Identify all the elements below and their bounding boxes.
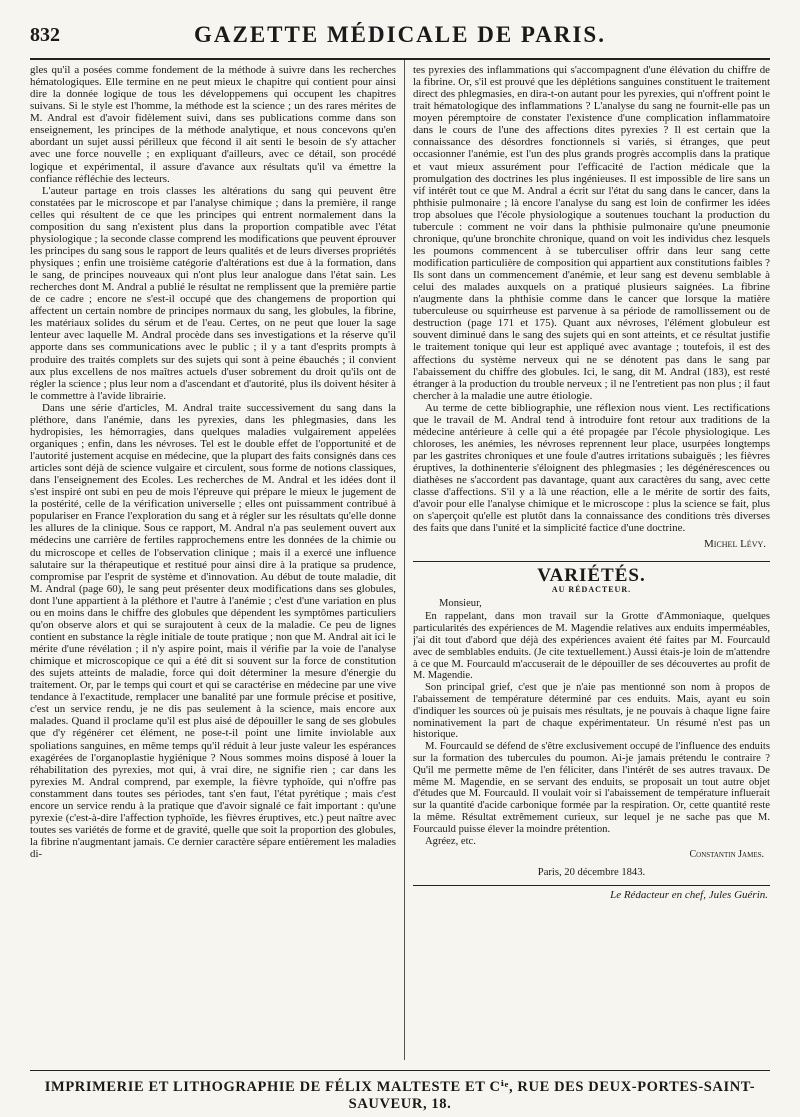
letter-paragraph-3: M. Fourcauld se défend de s'être exclusivement occupé de l'influence des enduits sur la formation des tubercules du poumon. Ai-je jamais prétendu le contraire ? Qu'il me permette même de l'en féliciter, dans l'intérêt de ses autres travaux. De même M. Magendie, en se servant des enduits, se proposait un tout autre objet d'études que M. Fourcauld. Il voulait voir si l'abaissement de température influerait sur la quantité d'acide carbonique formée par la respiration. Or, cette quantité reste la même. Résultat extrêmement curieux, sur lequel je ne sache pas que M. Fourcauld puisse élever la moindre prétention. xyxy=(413,741,770,835)
header-rule xyxy=(30,58,770,60)
author-signature: Michel Lévy. xyxy=(704,538,766,551)
printer-imprint: IMPRIMERIE ET LITHOGRAPHIE DE FÉLIX MALTESTE ET Cⁱᵉ, RUE DES DEUX-PORTES-SAINT-SAUVEUR, 18. xyxy=(44,1079,756,1112)
page-header xyxy=(30,16,770,52)
varietes-title: VARIÉTÉS. xyxy=(537,564,646,586)
salutation: Monsieur, xyxy=(439,597,482,609)
letter-signature: Constantin James. xyxy=(689,849,764,861)
varietes-body xyxy=(413,598,770,902)
right-paragraph-2: Au terme de cette bibliographie, une réflexion nous vient. Les rectifications que le travail de M. Andral tend à introduire font retour aux traditions de la médecine antérieure à celle qui a été propagée par l'école physiologique. Les chloroses, les anémies, les névroses reprennent leur place, usurpées longtemps par les gastrites chroniques et une foule d'autres irritations subaiguës ; les fièvres éruptives, la dothinenterie s'éloignent des phlegmasies ; les dégénérescences ou diathèses ne s'accordent pas davantage, quant aux caractères du sang, avec cette classe d'affections. S'il y a là une réaction, elle a le mérite de sortir des faits, d'avoir pour elle l'analyse chimique et le microscope : plus la science se fait, plus on s'aperçoit qu'elle est plutôt dans la connaissance des conditions très diverses des faits que dans l'unité et la simplicité factice d'une doctrine. xyxy=(413,401,770,535)
page-number: 832 xyxy=(30,24,60,46)
footer-rule xyxy=(30,1070,770,1071)
letter-paragraph-1: En rappelant, dans mon travail sur la Grotte d'Ammoniaque, quelques particularités des expériences de M. Magendie relatives aux enduits imperméables, j'ai dit tout d'abord que déjà des expériences avaient été faites par M. Fourcauld avec de semblables enduits. (Je cite textuellement.) Aussi étais-je loin de m'attendre à ce que M. Fourcauld m'accuserait de le dépouiller de ses découvertes au profit de M. Magendie. xyxy=(413,611,770,682)
editor-line: Le Rédacteur en chef, Jules Guérin. xyxy=(610,888,768,901)
varietes-subtitle: AU RÉDACTEUR. xyxy=(551,584,632,594)
letter-paragraph-2: Son principal grief, c'est que je n'aie pas mentionné son nom à propos de l'abaissement de température déterminé par ces enduits. Mais, ayant eu soin d'indiquer les sources où je puisais mes résultats, je ne pouvais à chaque ligne faire nominativement la part de chaque expérimentateur. Un résumé n'est pas un historique. xyxy=(413,682,770,741)
left-paragraph-1: gles qu'il a posées comme fondement de la méthode à suivre dans les recherches hématologiques. Elle termine en ne peut mieux le chapitre qui contient pour ainsi dire la donnée logique de tous les développemens qui occupent les chapitres suivans. Si le style est l'homme, la méthode est la science ; un des rares mérites de M. Andral est d'avoir fidèlement suivi, dans ses publications comme dans son enseignement, les principes de la méthode analytique, et nous concevons qu'en abordant un sujet aussi périlleux que fécond il ait senti le besoin de s'y attacher avec une force nouvelle ; en expliquant d'ailleurs, avec ce détail, son procédé logique et expérimental, il assure d'avance aux résultats qu'il va émettre la confiance réfléchie des lecteurs. xyxy=(30,64,396,185)
letter-closing: Agréez, etc. xyxy=(425,835,476,847)
left-paragraph-2: L'auteur partage en trois classes les altérations du sang qui peuvent être constatées par le microscope et par l'analyse chimique ; dans la première, il range celles qui résultent de ce que les principes qui entrent normalement dans la composition du sang n'existent plus dans la proportion compatible avec l'état physiologique ; la seconde classe comprend les modifications que peuvent éprouver les principes du sang sous le rapport de leurs qualités et de leurs diverses propriétés physiques ; enfin une troisième catégorie d'altérations est due à la formation, dans le sang, de principes nouveaux qui n'ont plus leur analogue dans l'état sain. Les recherches dont M. Andral a publié le résultat ne remplissent que la première partie de ce cadre ; encore ne s'est-il occupé que des changemens de proportion qui affectent un certain nombre de principes normaux du sang, les globules, la fibrine, les matériaux solides du sérum et de l'eau. Certes, on ne peut que louer la sage lenteur avec laquelle M. Andral procède dans ses investigations et la réserve qu'il apporte dans ses communications avec le public ; il y a tant d'esprits prompts à produire des traités complets sur des sujets qui sont à peine ébauchés ; il convient aux plus excellens de nos maîtres actuels d'user sobrement du droit qu'ils ont de régler la science ; plus leur nom a d'ascendant et d'autorité, plus ils doivent hésiter à le commettre à l'avide librairie. xyxy=(30,184,396,402)
column-divider xyxy=(404,60,405,1060)
letter-dateline: Paris, 20 décembre 1843. xyxy=(537,867,646,879)
right-paragraph-1: tes pyrexies des inflammations qui s'accompagnent d'une élévation du chiffre de la fibrine. Or, s'il est prouvé que les déplétions sanguines constituent le traitement direct des phlegmasies, en dira-t-on autant pour les pyrexies, qui n'offrent point le trait hématologique des inflammations ? L'analyse du sang ne fournit-elle pas un moyen péremptoire de constater l'existence d'une complication inflammatoire dans le cours de l'une des affections dites pyrexies ? Il est certain que la connaissance des désordres fonctionnels si variés, si étranges, que peut occasionner l'anémie, est l'un des plus grands progrès accomplis dans la pratique et vaut mieux assurément pour l'efficacité de l'action médicale que la promulgation des doctrines les plus ingénieuses. Il est impossible de lire sans un vif intérêt tout ce que M. Andral a écrit sur l'état du sang dans le cancer, dans la phthisie pulmonaire ; là encore l'analyse du sang est loin de confirmer les idées trop absolues que l'école physiologique a soutenues touchant la production du tubercule : comment ne voir dans la phthisie pulmonaire qu'une pneumonie chronique, qu'une bronchite chronique, quand on voit les individus chez lesquels les poumons commencent à se tuberculiser offrir dans leur sang cette modification particulière de composition qui appartient aux constitutions faibles ? Ils sont dans un commencement d'anémie, et leur sang est devenu semblable à celui des malades auxquels on a pratiqué plusieurs saignées. La fibrine n'augmente dans la phthisie comme dans le cancer que lorsque la matière tuberculeuse ou squirrheuse est parvenue à sa période de ramollissement ou de destruction (page 171 et 175). Quant aux névroses, l'élément globuleur est souvent diminué dans le sang des sujets qui en sont atteints, et ce résultat justifie le traitement tonique qui leur est appliqué avec avantage ; toutefois, il est des affections du système nerveux qui ne se dénotent pas dans le sang par l'abaissement du chiffre des globules. Ici, le sang, dit M. Andral (183), est resté étranger à la production du trouble nerveux ; il ne l'entretient pas non plus ; il faut chercher à la maladie une autre étiologie. xyxy=(413,64,770,402)
right-column xyxy=(413,64,770,1064)
journal-title: GAZETTE MÉDICALE DE PARIS. xyxy=(194,22,606,47)
left-column xyxy=(30,64,396,1057)
section-rule xyxy=(413,561,770,562)
left-paragraph-3: Dans une série d'articles, M. Andral traite successivement du sang dans la pléthore, dans l'anémie, dans les pyrexies, dans les phlegmasies, dans les hydropisies, les hémorragies, dans quelques maladies vulgairement appelées organiques ; enfin, dans les névroses. Tel est le double effet de l'opportunité et de l'autorité justement acquise en médecine, que la plupart des faits consignés dans ces articles sont déjà de science vulgaire et circulent, sous forme de notions classiques, dans l'enseignement des Ecoles. Les recherches de M. Andral et les idées dont il s'est inspiré ont subi en peu de mois l'épreuve qui prépare le mieux le jugement de la postérité, celle de la vérification universelle ; elles ont puissamment contribué à populariser en France l'exploration du sang et à régler sur les résultats qu'elle donne les allures de la clinique. Sous ce rapport, M. Andral n'a pas seulement ouvert aux médecins une carrière de fertiles rapprochemens entre les données de la chimie ou du microscope et celles de l'observation clinique ; mais il a exercé une influence salutaire sur la thérapeutique et restitué pour ainsi dire à la pratique sa prudence, compromise par l'esprit de système et d'innovation. Au début de toute maladie, dit M. Andral (page 60), le sang peut présenter deux modifications dans ses globules, dont l'une appartient à la pléthore et l'autre à l'anémie ; c'est d'une variation en plus ou en moins dans le chiffre des globules que dépendent les symptômes particuliers qu'on observe alors et qui se surajoutent à ceux de la maladie. Ce peu de lignes contient en substance la règle initiale de toute pratique ; non que M. Andral ait ici le mérite d'une révélation ; il n'y aspire point, mais il vérifie par la voie de l'analyse chimique et microscopique ce qui a été dit si souvent sur la force de constitution des sujets atteints de maladie, force qui doit déterminer la mesure d'énergie du traitement. Or, par le temps qui court et qui se caractérise en médecine par une vive tendance à l'exactitude, remplacer une banalité par une formule précise et positive, c'est un service rendu, je ne dis pas seulement à la science, mais encore aux malades. Quand il proclame qu'il est plus aisé de dépouiller le sang de ses globules que d'y régénérer cet élément, ne pose-t-il point une limite inviolable aux spoliations sanguines, en même temps qu'il réduit à leur juste valeur les espérances exagérées de l'organoplastie hygiénique ? Nous sommes moins disposé à louer la réhabilitation des pyrexies, mot qui, à vrai dire, ne signifie rien ; car dans les pyrexies M. Andral comprend, par exemple, la fièvre typhoïde, qui n'offre pas constamment dans toutes ses périodes, tant s'en faut, l'état pyrétique ; mais c'est encore un service rendu à la pratique que d'avoir signalé ce fait important : qu'une pyrexie (c'est-à-dire l'affection typhoïde, les fièvres éruptives, etc.) peut naître avec toutes ses variétés de forme et de gravité, quelle que soit la proportion des globules, la fibrine n'augmentant jamais. Ce dernier caractère sépare entièrement les maladies di- xyxy=(30,401,396,861)
editor-rule xyxy=(413,885,770,886)
